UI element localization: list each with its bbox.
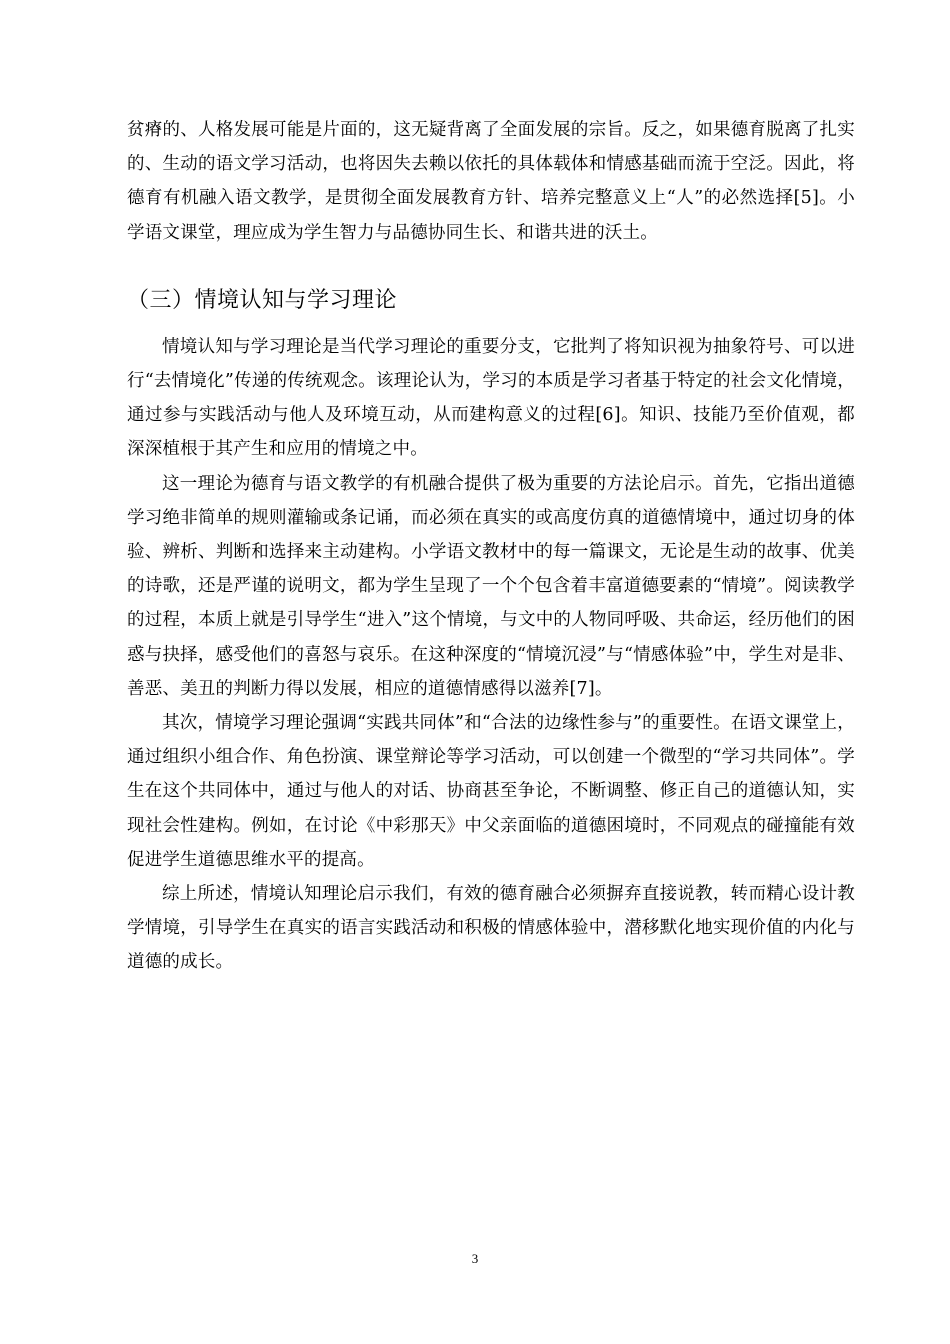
paragraph-methodology: 这一理论为德育与语文教学的有机融合提供了极为重要的方法论启示。首先，它指出道德学习绝非简单的规则灌输或条记诵，而必须在真实的或高度仿真的道德情境中，通过切身的体验、辨析、判断和选择来主动建构。小学语文教材中的每一篇课文，无论是生动的故事、优美的诗歌，还是严谨的说明文，都为学生呈现了一个个包含着丰富道德要素的“情境”。阅读教学的过程，本质上就是引导学生“进入”这个情境，与文中的人物同呼吸、共命运，经历他们的困惑与抉择，感受他们的喜怒与哀乐。在这种深度的“情境沉浸”与“情感体验”中，学生对是非、善恶、美丑的判断力得以发展，相应的道德情感得以滋养[7]。	[127, 473, 855, 699]
document-body	[127, 113, 855, 980]
page-number: 3	[471, 1251, 479, 1266]
paragraph-continuation: 贫瘠的、人格发展可能是片面的，这无疑背离了全面发展的宗旨。反之，如果德育脱离了扎实的、生动的语文学习活动，也将因失去赖以依托的具体载体和情感基础而流于空泛。因此，将德育有机融入语文教学，是贯彻全面发展教育方针、培养完整意义上“人”的必然选择[5]。小学语文课堂，理应成为学生智力与品德协同生长、和谐共进的沃土。	[127, 120, 855, 243]
section-heading: （三）情境认知与学习理论	[127, 287, 398, 313]
paragraph-situated-learning-intro: 情境认知与学习理论是当代学习理论的重要分支，它批判了将知识视为抽象符号、可以进行“去情境化”传递的传统观念。该理论认为，学习的本质是学习者基于特定的社会文化情境，通过参与实践活动与他人及环境互动，从而建构意义的过程[6]。知识、技能乃至价值观，都深深植根于其产生和应用的情境之中。	[127, 336, 855, 460]
paragraph-community-of-practice: 其次，情境学习理论强调“实践共同体”和“合法的边缘性参与”的重要性。在语文课堂上，通过组织小组合作、角色扮演、课堂辩论等学习活动，可以创建一个微型的“学习共同体”。学生在这个共同体中，通过与他人的对话、协商甚至争论，不断调整、修正自己的道德认知，实现社会性建构。例如，在讨论《中彩那天》中父亲面临的道德困境时，不同观点的碰撞能有效促进学生道德思维水平的提高。	[127, 713, 855, 870]
paragraph-summary: 综上所述，情境认知理论启示我们，有效的德育融合必须摒弃直接说教，转而精心设计教学情境，引导学生在真实的语言实践活动和积极的情感体验中，潜移默化地实现价值的内化与道德的成长。	[127, 884, 855, 973]
